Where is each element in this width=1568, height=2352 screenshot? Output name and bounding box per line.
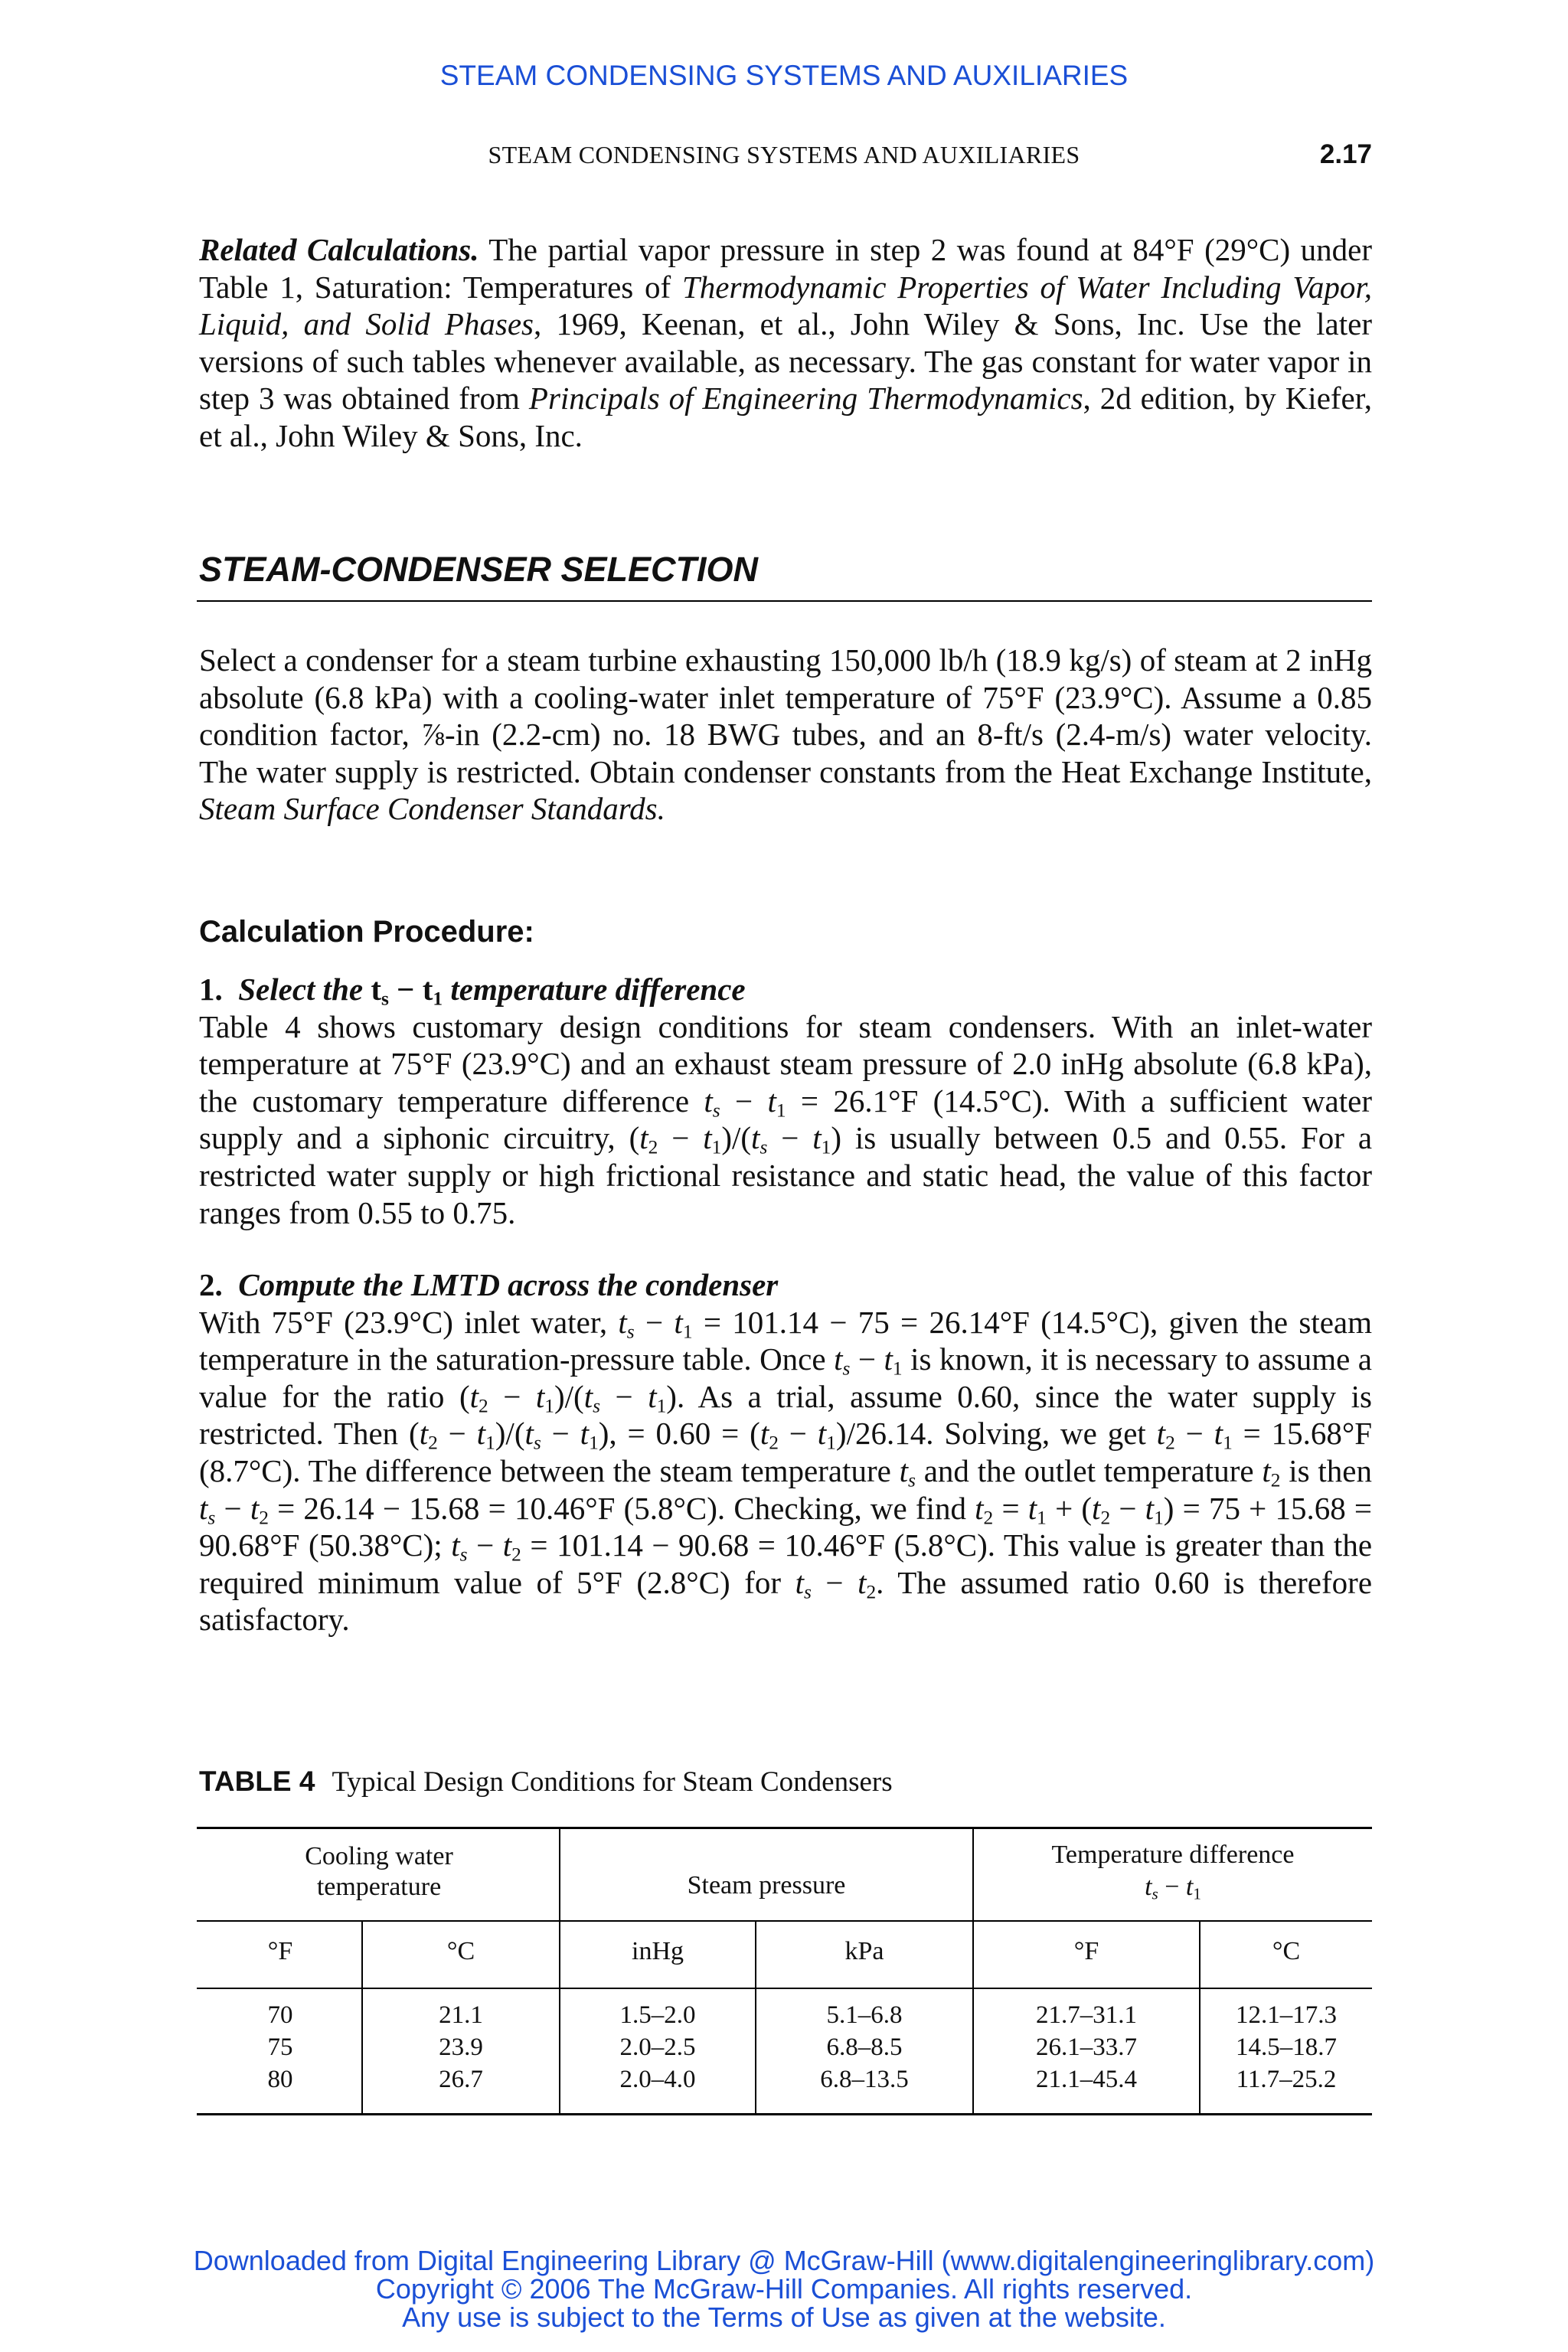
text-span: = 26.14 − 15.68 = 10.46°F (5.8°C). Checking, we find (268, 1490, 975, 1526)
col-header: kPa (844, 1937, 884, 1965)
table-cell: 11.7–25.2 (1236, 2066, 1337, 2093)
text-span: = 26.1°F (14.5°C). With a sufficient water supply and a siphonic circuitry, (199, 1083, 1372, 1156)
table-cell: 2.0–4.0 (619, 2066, 696, 2093)
text-span: = 101.14 − 90.68 = 10.46°F (5.8°C). This value is greater than the required minimum value of 5°F (2.8°C) for (199, 1527, 1373, 1600)
table-cell: 26.7 (439, 2066, 483, 2093)
col-header: °F (267, 1937, 293, 1965)
text-span: is known, it is necessary to assume a value for the ratio (199, 1341, 1372, 1414)
table-top-rule (197, 1827, 1372, 1829)
calculation-procedure-heading: Calculation Procedure: (199, 915, 534, 949)
step-1-title (199, 971, 1372, 1008)
text-span: , 2d edition, by Kiefer, et al., John Wiley & Sons, Inc. (199, 381, 1372, 453)
title-part: − (388, 972, 423, 1007)
running-head: STEAM CONDENSING SYSTEMS AND AUXILIARIES (488, 141, 1080, 168)
table-caption (199, 1766, 893, 1798)
steam-pressure-header: Steam pressure (687, 1871, 846, 1900)
col-header: °C (446, 1937, 475, 1965)
title-part: 1 (433, 988, 443, 1010)
problem-statement (199, 642, 1372, 828)
table-cell: 75 (267, 2034, 293, 2061)
step-1 (199, 971, 1372, 1231)
symbol: t (1145, 1873, 1152, 1901)
footer-notice (0, 2246, 1568, 2331)
text-span: , 1969, Keenan, et al., John Wiley & Sons, Inc. Use the later versions of such tables whenever available, as necessary. The gas constant for water vapor in step 3 was obtained from (199, 306, 1372, 416)
symbol: t (1185, 1873, 1194, 1901)
page-number: 2.17 (1319, 139, 1372, 169)
table-cell: 21.1 (439, 2001, 483, 2029)
title-part: Compute the LMTD across the condenser (238, 1267, 779, 1302)
text-span: and the outlet temperature (915, 1452, 1263, 1488)
table-cell: 21.7–31.1 (1036, 2001, 1137, 2029)
text-span: = 15.68°F (8.7°C). The difference between the steam temperature (199, 1416, 1373, 1488)
table-cell: 26.1–33.7 (1036, 2034, 1137, 2061)
cooling-water-header-2: temperature (316, 1873, 442, 1901)
text-span: . The assumed ratio 0.60 is therefore satisfactory. (199, 1564, 1373, 1638)
table-cell: 5.1–6.8 (826, 2001, 903, 2029)
footer-line: Downloaded from Digital Engineering Library @ McGraw-Hill (www.digitalengineeringlibrary.com) (193, 2245, 1375, 2276)
text-span: The partial vapor pressure in step 2 was found at 84°F (29°C) under Table 1, Saturation: Temperatures of (199, 232, 1372, 305)
table-divider (559, 1827, 560, 1992)
symbol: − (1158, 1873, 1186, 1901)
text-span: . As a trial, assume 0.60, since the water supply is restricted. Then (199, 1378, 1373, 1452)
text-span: /26.14. Solving, we get (846, 1416, 1157, 1452)
table-cell: 1.5–2.0 (619, 2001, 696, 2029)
col-header: °F (1073, 1937, 1099, 1965)
related-calculations-paragraph (199, 231, 1372, 455)
step-1-body: Table 4 shows customary design conditions for steam condensers. With an inlet-water temperature at 75°F (23.9°C) and an exhaust steam pressure of 2.0 inHg absolute (6.8 kPa), the customary temperature difference $t_s - t_1 = 26.1^\circ F$ (14.5°C). With a sufficient water supply and a siphonic circuitry, $(t_2 - t_1)/(t_s - t_1)$ is usually between 0.5 and 0.55. For a restricted water supply or high frictional resistance and static head, the value of this factor ranges from 0.55 to 0.75. (199, 1008, 1373, 1230)
top-banner: STEAM CONDENSING SYSTEMS AND AUXILIARIES (439, 60, 1129, 91)
text-span: Select a condenser for a steam turbine exhausting 150,000 lb/h (18.9 kg/s) of steam at 2 inHg absolute (6.8 kPa) with a cooling-water inlet temperature of 75°F (23.9°C). Assume a 0.85 condition factor, ⅞-in (2.2-cm) no. 18 BWG tubes, and an 8-ft/s (2.4-m/s) water velocity. The water supply is restricted. Obtain condenser constants from the Heat Exchange Institute, (199, 642, 1372, 789)
text-span: = 75 + 15.68 = 90.68°F (50.38°C); (199, 1490, 1373, 1563)
symbol-sub: s (1152, 1884, 1158, 1903)
footer-line: Copyright © 2006 The McGraw-Hill Companies. All rights reserved. (375, 2273, 1193, 2305)
table-cell: 70 (267, 2001, 293, 2029)
title-part: t (371, 972, 381, 1007)
text-span: is then (1280, 1452, 1372, 1488)
cooling-water-header: Cooling water (305, 1842, 453, 1870)
table-cell: 80 (267, 2066, 293, 2093)
table-column-rule (197, 1988, 1372, 1989)
title-part: s (381, 988, 389, 1010)
table-label: TABLE 4 (199, 1766, 315, 1797)
title-part: Select the (238, 972, 371, 1007)
table-header-rule (197, 1920, 1372, 1922)
italic-title: Steam Surface Condenser Standards. (199, 791, 665, 827)
table-cell: 2.0–2.5 (619, 2034, 696, 2061)
text-span: Table 4 shows customary design conditions for steam condensers. With an inlet-water temperature at 75°F (23.9°C) and an exhaust steam pressure of 2.0 inHg absolute (6.8 kPa), the customary temperature difference (199, 1008, 1372, 1119)
footer-line: Any use is subject to the Terms of Use as given at the website. (402, 2301, 1166, 2333)
table-title: Typical Design Conditions for Steam Condensers (332, 1766, 893, 1798)
step-2-title (199, 1266, 1372, 1304)
table-cell: 14.5–18.7 (1236, 2034, 1337, 2061)
step-2 (199, 1266, 1372, 1638)
step-number: 2. (199, 1267, 223, 1302)
table-cell: 21.1–45.4 (1036, 2066, 1137, 2093)
table-cell: 23.9 (439, 2034, 483, 2061)
step-2-body: With 75°F (23.9°C) inlet water, $t_s - t_1 = 101.14 - 75 = 26.14^\circ F$ (14.5°C), given the steam temperature in the saturation-pressure table. Once $t_s - t_1$ is known, it is necessary to assume a value for the ratio $(t_2 - t_1)/(t_s - t_1)$. As a trial, assume 0.60, since the water supply is restricted. Then $(t_2 - t_1)/(t_s - t_1)$, = $0.60 = (t_2 - t_1)/26.14$. Solving, we get $t_2 - t_1 = 15.68^\circ F$ (8.7°C). The difference between the steam temperature $t_s$ and the outlet temperature $t_2$ is then $t_s - t_2 = 26.14 - 15.68 = 10.46^\circ F$ (5.8°C). Checking, we find $t_2 = t_1 + (t_2 - t_1) = 75 + 15.68 = 90.68^\circ F$ (50.38°C); $t_s - t_2 = 101.14 - 90.68 = 10.46^\circ F$ (5.8°C). This value is greater than the required minimum value of 5°F (2.8°C) for $t_s - t_2$. The assumed ratio 0.60 is therefore satisfactory. (199, 1304, 1373, 1638)
text-span: = 101.14 − 75 = 26.14°F (14.5°C), given the steam temperature in the saturation-pressure table. Once (199, 1304, 1372, 1377)
section-rule (197, 600, 1372, 602)
text-span: , = 0.60 = (609, 1416, 750, 1452)
title-part: temperature difference (443, 972, 746, 1007)
text-span: is usually between 0.5 and 0.55. For a restricted water supply or high frictional resistance and static head, the value of this factor ranges from 0.55 to 0.75. (199, 1120, 1373, 1230)
table-cell: 6.8–13.5 (820, 2066, 909, 2093)
col-header: inHg (632, 1937, 684, 1965)
table-cell: 6.8–8.5 (826, 2034, 903, 2061)
text-span: With 75°F (23.9°C) inlet water, (199, 1304, 619, 1340)
col-header: °C (1272, 1937, 1301, 1965)
section-heading: STEAM-CONDENSER SELECTION (199, 550, 759, 589)
table-cell: 12.1–17.3 (1236, 2001, 1337, 2029)
title-part: t (422, 972, 433, 1007)
related-calculations-label: Related Calculations. (199, 232, 479, 267)
temperature-difference-symbol (974, 1873, 1372, 1902)
symbol-sub: 1 (1193, 1884, 1201, 1903)
step-number: 1. (199, 972, 223, 1007)
italic-title: Principals of Engineering Thermodynamics (528, 381, 1083, 416)
italic-title: Thermodynamic Properties of Water Including Vapor, Liquid, and Solid Phases (199, 269, 1372, 342)
temperature-difference-header: Temperature difference (1051, 1841, 1295, 1869)
table-bottom-rule (197, 2113, 1372, 2115)
